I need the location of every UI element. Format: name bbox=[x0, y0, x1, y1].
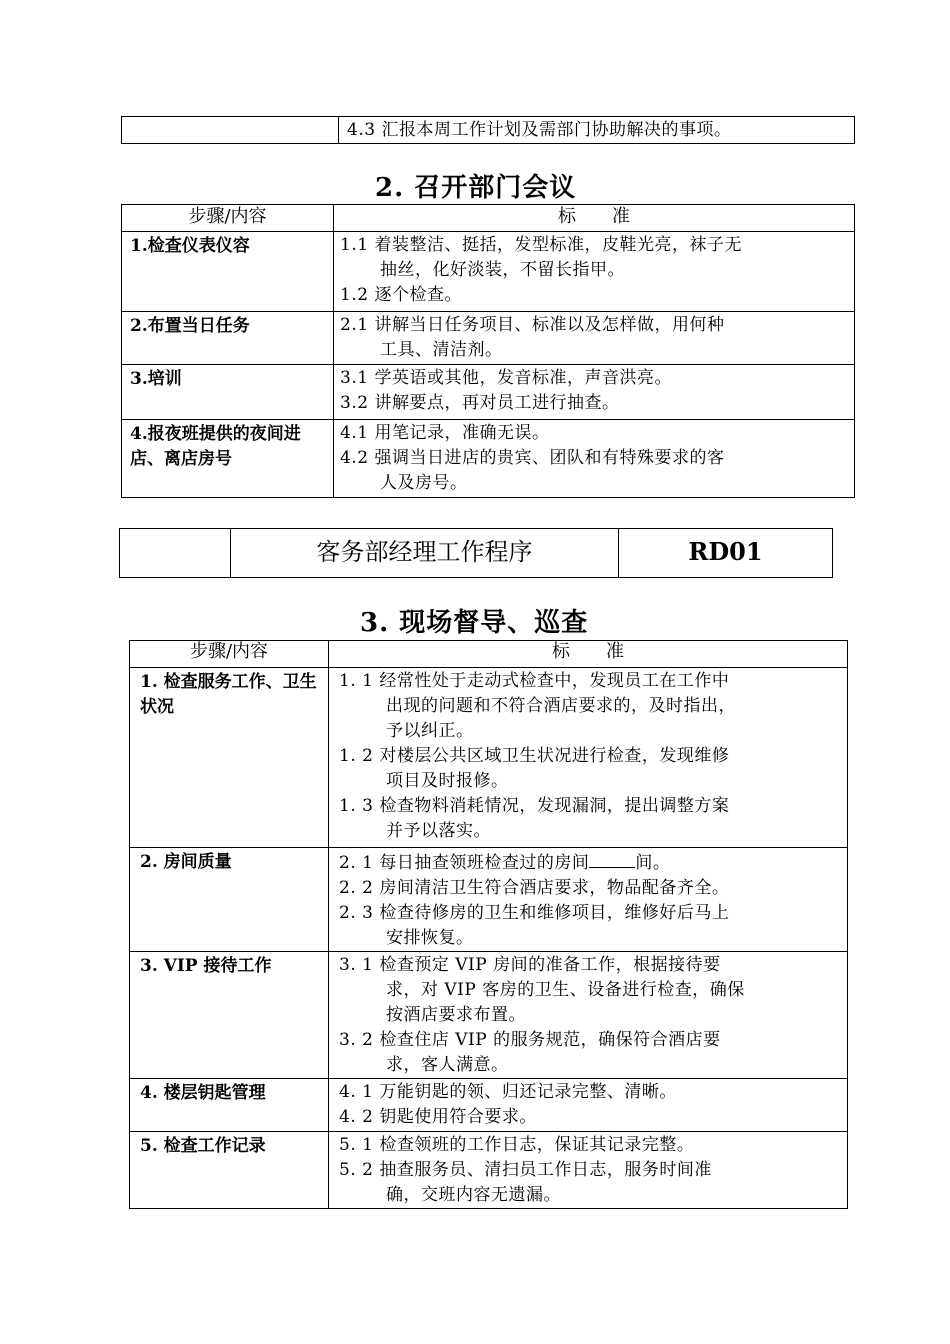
list-item: 1. 3 检查物料消耗情况，发现漏洞，提出调整方案 bbox=[339, 796, 730, 816]
list-item-cont: 并予以落实。 bbox=[386, 821, 491, 841]
list-item: 4. 1 万能钥匙的领、归还记录完整、清晰。 bbox=[339, 1082, 677, 1102]
list-item: 3. 1 检查预定 VIP 房间的准备工作，根据接待要 bbox=[339, 955, 721, 975]
list-item-cont: 予以纠正。 bbox=[386, 721, 474, 741]
list-item-cont: 项目及时报修。 bbox=[386, 771, 509, 791]
section2-std-2 bbox=[334, 312, 855, 365]
section2-table bbox=[121, 204, 855, 498]
top-left-cell bbox=[122, 117, 339, 144]
section2-std-1 bbox=[334, 232, 855, 312]
list-item-cont: 工具、清洁剂。 bbox=[380, 340, 503, 360]
list-item-cont: 求，客人满意。 bbox=[386, 1055, 509, 1075]
list-item: 4.1 用笔记录，准确无误。 bbox=[340, 423, 550, 443]
section3-std-1 bbox=[329, 668, 848, 848]
section2-std-4 bbox=[334, 420, 855, 498]
list-item-suffix: 间。 bbox=[635, 853, 671, 873]
list-item: 2. 3 检查待修房的卫生和维修项目，维修好后马上 bbox=[339, 903, 730, 923]
section2-std-3 bbox=[334, 365, 855, 420]
doc-code: RD01 bbox=[619, 529, 833, 578]
list-item-cont: 求，对 VIP 客房的卫生、设备进行检查，确保 bbox=[386, 980, 745, 1000]
section3-step-4: 4. 楼层钥匙管理 bbox=[130, 1079, 329, 1132]
section2-step-1: 1.检查仪表仪容 bbox=[122, 232, 334, 312]
section3-header-step: 步骤/内容 bbox=[130, 641, 329, 668]
list-item-text: 2. 1 每日抽查领班检查过的房间 bbox=[339, 853, 590, 873]
section3-title: 3. 现场督导、巡查 bbox=[360, 608, 589, 638]
list-item: 1. 1 经常性处于走动式检查中，发现员工在工作中 bbox=[339, 671, 730, 691]
list-item: 3. 2 检查住店 VIP 的服务规范，确保符合酒店要 bbox=[339, 1030, 721, 1050]
list-item: 1.1 着装整洁、挺括，发型标准，皮鞋光亮，袜子无 bbox=[340, 235, 742, 255]
list-item: 4. 2 钥匙使用符合要求。 bbox=[339, 1107, 537, 1127]
list-item: 2. 2 房间清洁卫生符合酒店要求，物品配备齐全。 bbox=[339, 878, 730, 898]
list-item: 3.2 讲解要点，再对员工进行抽查。 bbox=[340, 393, 620, 413]
section3-std-2 bbox=[329, 848, 848, 952]
section2-step-2: 2.布置当日任务 bbox=[122, 312, 334, 365]
list-item: 4.2 强调当日进店的贵宾、团队和有特殊要求的客 bbox=[340, 448, 725, 468]
section3-table bbox=[129, 640, 848, 1209]
section3-step-1: 1. 检查服务工作、卫生状况 bbox=[130, 668, 329, 848]
section2-title: 2. 召开部门会议 bbox=[375, 173, 577, 203]
section2-step-3: 3.培训 bbox=[122, 365, 334, 420]
section3-header-standard: 标 准 bbox=[329, 641, 848, 668]
list-item: 5. 1 检查领班的工作日志，保证其记录完整。 bbox=[339, 1135, 695, 1155]
doc-box-left bbox=[120, 529, 231, 578]
section3-step-2: 2. 房间质量 bbox=[130, 848, 329, 952]
list-item: 1. 2 对楼层公共区域卫生状况进行检查，发现维修 bbox=[339, 746, 730, 766]
section2-step-4: 4.报夜班提供的夜间进店、离店房号 bbox=[122, 420, 334, 498]
list-item: 1.2 逐个检查。 bbox=[340, 285, 462, 305]
list-item bbox=[339, 849, 842, 876]
list-item: 2.1 讲解当日任务项目、标准以及怎样做，用何种 bbox=[340, 315, 725, 335]
doc-header-box bbox=[119, 528, 833, 578]
list-item-cont: 抽丝，化好淡装，不留长指甲。 bbox=[380, 260, 625, 280]
top-continuation-table bbox=[121, 116, 855, 144]
list-item-cont: 出现的问题和不符合酒店要求的，及时指出， bbox=[386, 696, 736, 716]
section3-step-5: 5. 检查工作记录 bbox=[130, 1132, 329, 1209]
list-item-cont: 安排恢复。 bbox=[386, 928, 474, 948]
list-item-cont: 确，交班内容无遗漏。 bbox=[386, 1185, 561, 1205]
list-item-cont: 按酒店要求布置。 bbox=[386, 1005, 526, 1025]
list-item-cont: 人及房号。 bbox=[380, 473, 468, 493]
section3-step-3: 3. VIP 接待工作 bbox=[130, 952, 329, 1079]
list-item: 3.1 学英语或其他，发音标准，声音洪亮。 bbox=[340, 368, 672, 388]
section3-std-5 bbox=[329, 1132, 848, 1209]
list-item: 5. 2 抽查服务员、清扫员工作日志，服务时间准 bbox=[339, 1160, 712, 1180]
top-item-4-3: 4.3 汇报本周工作计划及需部门协助解决的事项。 bbox=[339, 117, 855, 144]
section2-header-step: 步骤/内容 bbox=[122, 205, 334, 232]
section3-std-3 bbox=[329, 952, 848, 1079]
fill-in-blank bbox=[589, 849, 635, 868]
section2-header-standard: 标 准 bbox=[334, 205, 855, 232]
section3-std-4 bbox=[329, 1079, 848, 1132]
doc-title: 客务部经理工作程序 bbox=[231, 529, 619, 578]
